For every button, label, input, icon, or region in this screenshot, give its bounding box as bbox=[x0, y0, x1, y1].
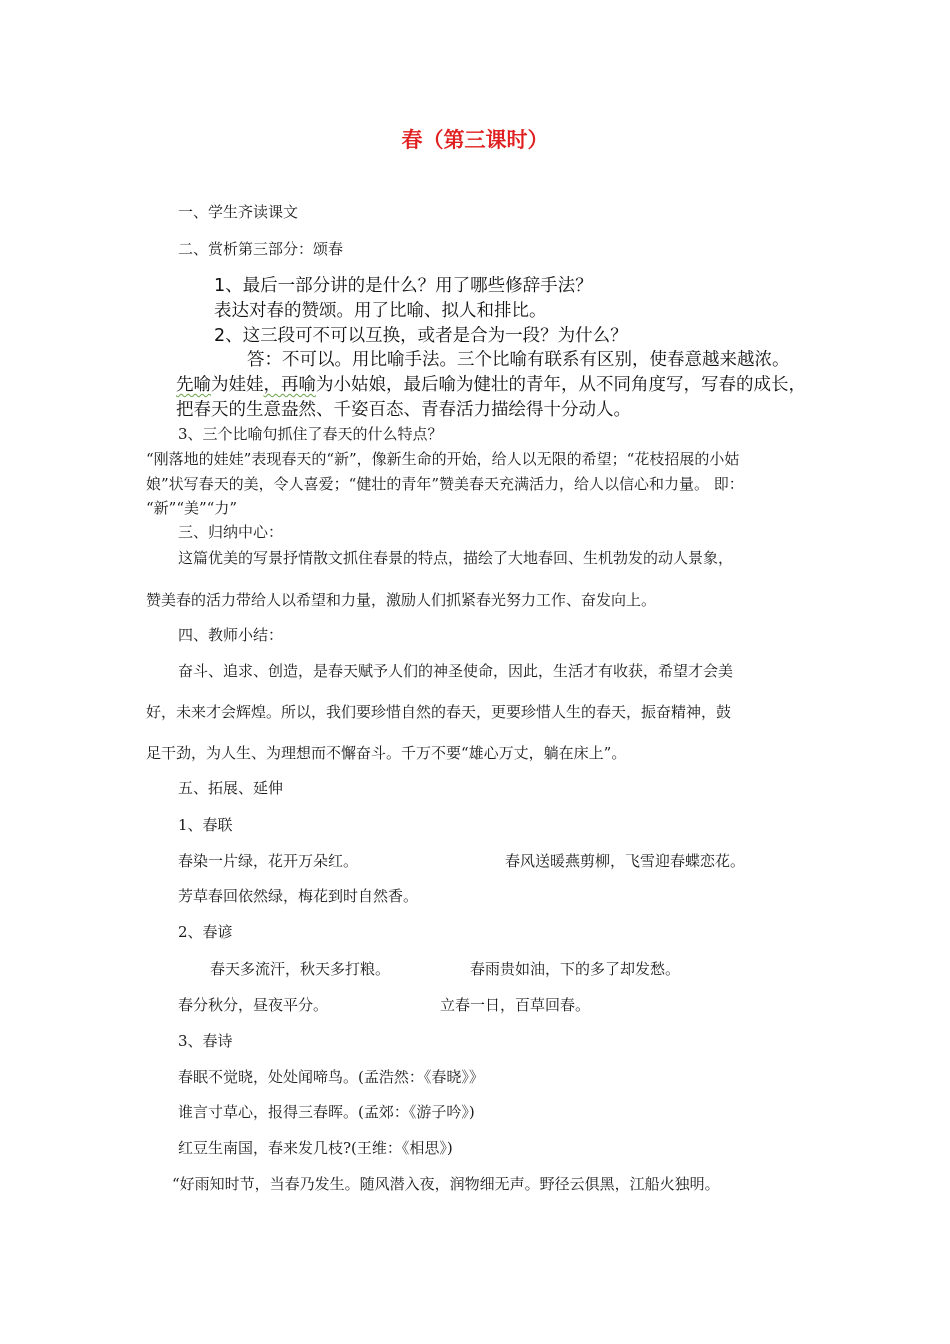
couplet-2: 春风送暖燕剪柳，飞雪迎春蝶恋花。 bbox=[505, 852, 746, 870]
answer-2-text: 为娃娃 bbox=[211, 375, 264, 395]
section-4-heading: 四、教师小结： bbox=[178, 626, 284, 644]
couplet-1: 春染一片绿，花开万朵红。 bbox=[178, 852, 359, 870]
answer-3-line-3: “新”“美”“力” bbox=[146, 499, 238, 517]
question-3: 3、三个比喻句抓住了春天的什么特点？ bbox=[178, 425, 443, 443]
summary-line-1: 奋斗、追求、创造，是春天赋予人们的神圣使命，因此，生活才有收获，希望才会美 bbox=[178, 662, 734, 680]
answer-2-line-3: 把春天的生意盎然、千姿百态、青春活力描绘得十分动人。 bbox=[176, 400, 631, 420]
subsection-couplets: 1、春联 bbox=[178, 816, 233, 834]
couplet-3: 芳草春回依然绿，梅花到时自然香。 bbox=[178, 887, 419, 905]
question-2: 2、这三段可不可以互换，或者是合为一段？为什么？ bbox=[214, 326, 628, 346]
wavy-underlined-text: 先喻 bbox=[176, 375, 211, 395]
answer-2-line-2 bbox=[176, 373, 806, 397]
proverb-3: 春分秋分，昼夜平分。 bbox=[178, 996, 329, 1014]
subsection-poems: 3、春诗 bbox=[178, 1032, 233, 1050]
answer-2-line-1: 答：不可以。用比喻手法。三个比喻有联系有区别，使春意越来越浓。 bbox=[247, 350, 790, 370]
proverb-4: 立春一日，百草回春。 bbox=[440, 996, 591, 1014]
center-line-1: 这篇优美的写景抒情散文抓住春景的特点，描绘了大地春回、生机勃发的动人景象， bbox=[178, 549, 734, 567]
answer-1: 表达对春的赞颂。用了比喻、拟人和排比。 bbox=[214, 301, 547, 321]
document-title: 春（第三课时） bbox=[401, 127, 549, 152]
poem-line-4: “好雨知时节，当春乃发生。随风潜入夜，润物细无声。野径云俱黑，江船火独明。 bbox=[172, 1175, 720, 1193]
answer-3-line-2: 娘”状写春天的美，令人喜爱；“健壮的青年”赞美春天充满活力，给人以信心和力量。 即： bbox=[146, 475, 744, 493]
summary-line-2: 好，未来才会辉煌。所以，我们要珍惜自然的春天，更要珍惜人生的春天，振奋精神，鼓 bbox=[146, 703, 732, 721]
section-2-heading: 二、赏析第三部分：颂春 bbox=[178, 240, 344, 258]
poem-line-2: 谁言寸草心，报得三春晖。(孟郊：《游子吟》) bbox=[178, 1103, 475, 1121]
summary-line-3: 足干劲，为人生、为理想而不懈奋斗。千万不要“雄心万丈，躺在床上”。 bbox=[146, 744, 627, 762]
proverb-2: 春雨贵如油，下的多了却发愁。 bbox=[470, 960, 681, 978]
answer-3-line-1: “刚落地的娃娃”表现春天的“新”，像新生命的开始，给人以无限的希望；“花枝招展的小姑 bbox=[146, 450, 740, 468]
poem-line-1: 春眠不觉晓，处处闻啼鸟。(孟浩然：《春晓》》 bbox=[178, 1068, 484, 1086]
proverb-1: 春天多流汗，秋天多打粮。 bbox=[210, 960, 391, 978]
section-3-heading: 三、归纳中心： bbox=[178, 523, 284, 541]
center-line-2: 赞美春的活力带给人以希望和力量，激励人们抓紧春光努力工作、奋发向上。 bbox=[146, 591, 657, 609]
section-1-heading: 一、学生齐读课文 bbox=[178, 203, 299, 221]
section-5-heading: 五、拓展、延伸 bbox=[178, 779, 284, 797]
subsection-proverbs: 2、春谚 bbox=[178, 923, 233, 941]
question-1: 1、最后一部分讲的是什么？用了哪些修辞手法？ bbox=[214, 276, 593, 296]
wavy-underlined-text: ，再喻 bbox=[263, 375, 316, 395]
poem-line-3: 红豆生南国，春来发几枝?(王维：《相思》) bbox=[178, 1139, 453, 1157]
answer-2-text: 为小姑娘，最后喻为健壮的青年，从不同角度写，写春的成长， bbox=[316, 375, 806, 395]
